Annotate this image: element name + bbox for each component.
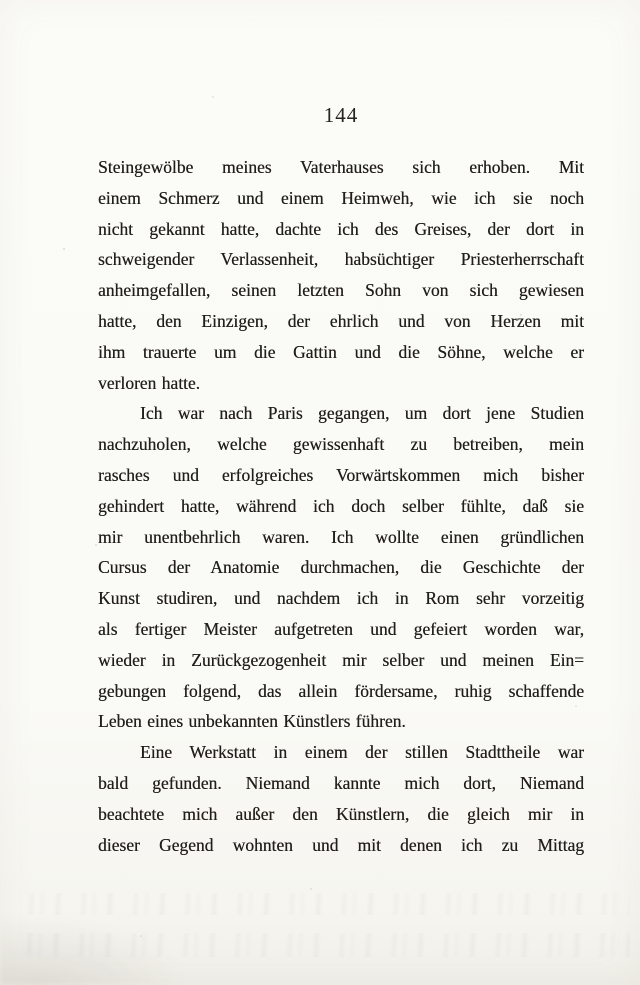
text-line: beachtete mich außer den Künstlern, die gleich mir in: [98, 803, 584, 824]
text-line: schweigender Verlassenheit, habsüchtiger Priesterherrschaft: [98, 249, 584, 270]
text-line: ihm trauerte um die Gattin und die Söhne, welche er: [98, 341, 584, 362]
text-line: nachzuholen, welche gewissenhaft zu betreiben, mein: [98, 434, 584, 455]
text-line: mir unentbehrlich waren. Ich wollte einen gründlichen: [98, 526, 584, 547]
text-line: rasches und erfolgreiches Vorwärtskommen mich bisher: [98, 464, 584, 485]
text-line: gebungen folgend, das allein fördersame, ruhig schaffende: [98, 680, 584, 701]
text-line: gehindert hatte, während ich doch selber fühlte, daß sie: [98, 495, 584, 516]
text-line: Kunst studiren, und nachdem ich in Rom sehr vorzeitig: [98, 588, 584, 609]
text-line: hatte, den Einzigen, der ehrlich und von Herzen mit: [98, 310, 584, 331]
text-block: [98, 152, 584, 860]
page-number: 144: [323, 103, 359, 127]
scan-smudge: [0, 915, 190, 985]
text-line: wieder in Zurückgezogenheit mir selber und meinen Ein=: [98, 649, 584, 670]
text-line: Eine Werkstatt in einem der stillen Stadttheile war: [140, 742, 584, 763]
text-line: dieser Gegend wohnten und mit denen ich zu Mittag: [98, 834, 584, 855]
text-line: als fertiger Meister aufgetreten und gefeiert worden war,: [98, 618, 584, 639]
text-line: Leben eines unbekannten Künstlers führen.: [98, 711, 406, 732]
text-line: Steingewölbe meines Vaterhauses sich erhoben. Mit: [98, 157, 584, 177]
text-line: verloren hatte.: [98, 372, 201, 393]
text-line: einem Schmerz und einem Heimweh, wie ich sie noch: [98, 187, 584, 208]
text-line: Cursus der Anatomie durchmachen, die Geschichte der: [98, 557, 584, 578]
text-line: Ich war nach Paris gegangen, um dort jene Studien: [140, 403, 584, 424]
text-line: nicht gekannt hatte, dachte ich des Greises, der dort in: [98, 218, 584, 239]
scan-noise-specks: [0, 0, 2, 2]
text-line: anheimgefallen, seinen letzten Sohn von sich gewiesen: [98, 280, 584, 301]
text-line: bald gefunden. Niemand kannte mich dort, Niemand: [98, 772, 584, 793]
